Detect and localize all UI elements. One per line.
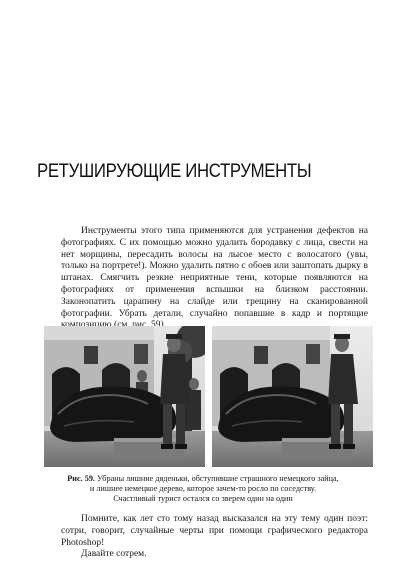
caption-line-1: Убраны лишние дяденьки, обступившие страшного немецкого зайца, [97, 474, 339, 483]
photo-before-icon [44, 326, 205, 467]
photo-after-icon [212, 326, 373, 467]
photo-before [44, 326, 205, 467]
page-title: РЕТУШИРУЮЩИЕ ИНСТРУМЕНТЫ [37, 160, 312, 182]
caption-line-3: Счастливый турист остался со зверем один на один [113, 494, 293, 504]
closing-paragraph [61, 514, 368, 561]
caption-line-2: и лишнее немецкое дерево, которое зачем-то росло по соседству. [89, 484, 317, 494]
figure-caption [52, 474, 354, 505]
figure-label: Рис. 59. [67, 474, 95, 483]
closing-line: Давайте сотрем. [81, 549, 147, 560]
intro-paragraph: Инструменты этого типа применяются для устранения дефектов на фотографиях. С их помощью можно удалить бородавку с лица, свести на нет морщины, пересадить волосы на лысое место с волосатого (увы, только на портрете!). Можно удалить пятно с обоев или заштопать дырку в штанах. Смягчить резкие неприятные тени, которые появляются на фотографиях от применения вспышки на близком расстоянии. Законопатить царапину на слайде или трещину на сканированной фотографии. Убрать детали, случайно попавшие в кадр и портящие [61, 226, 368, 319]
photo-after [212, 326, 373, 467]
closing-text: Помните, как лет сто тому назад высказался на эту тему один поэт: сотри, говорит, случайные черты при помощи графического редактора Photoshop! [61, 514, 368, 548]
